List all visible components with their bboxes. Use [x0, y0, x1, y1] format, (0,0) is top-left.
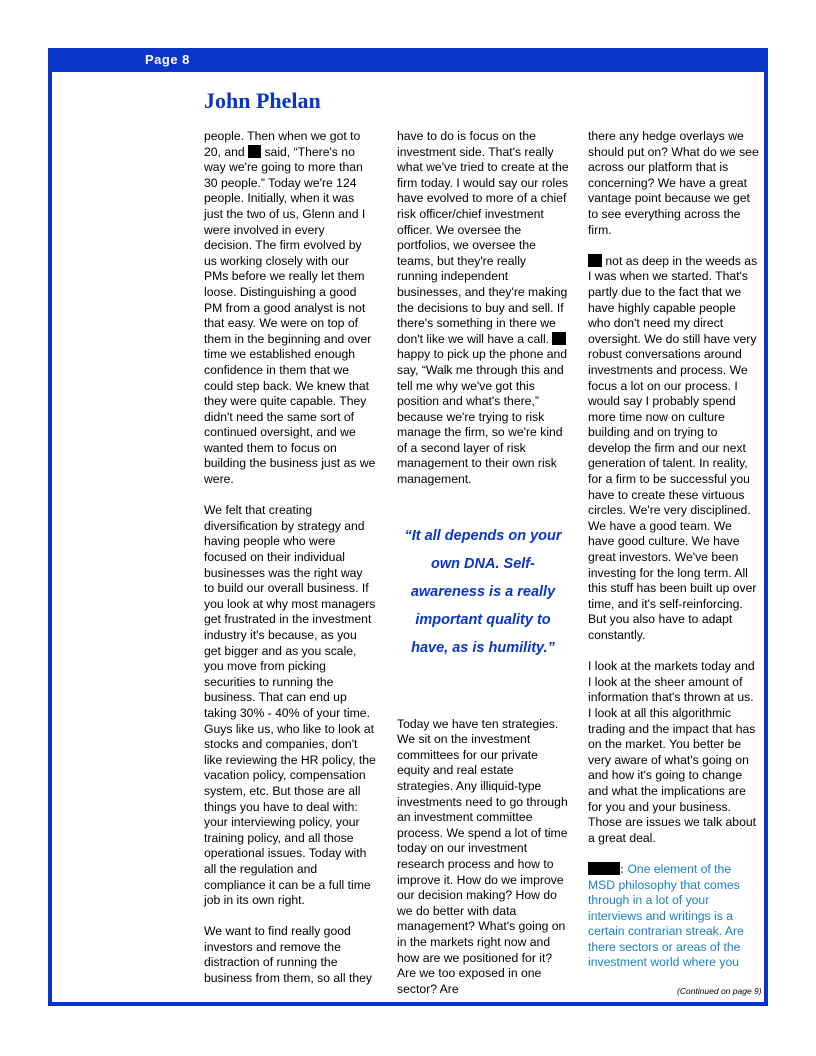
paragraph: have to do is focus on the investment side. That's really what we've tried to create at the firm today. I would say our roles have evolved to more of a chief risk officer/chief investment officer. We oversee the portfolios, we oversee the teams, but they're really running independent businesses, and they're making the decisions to buy and sell. If there's something in there we don't like we will have a call. happy to pick up the phone and say, “Walk me through this and tell me why we've got this position and what's there,” because we're trying to risk manage the firm, so we're kind of a second layer of risk management to their own risk management.	[397, 129, 569, 487]
continued-note: (Continued on page 9)	[677, 986, 762, 996]
page-number: Page 8	[145, 52, 190, 67]
column-2	[397, 129, 569, 1013]
paragraph: We want to find really good investors and remove the distraction of running the business from them, so all they	[204, 924, 372, 986]
redaction-block	[552, 332, 566, 345]
paragraph: Today we have ten strategies. We sit on the investment committees for our private equity and real estate strategies. Any illiquid-type investments need to go through an investment committee process. We spend a lot of time today on our investment research process and how to improve it. How do we improve our decision making? How do we do better with data management? What's going on in the markets right now and how are we positioned for it? Are we too exposed in one sector? Are	[397, 716, 568, 996]
paragraph: there any hedge overlays we should put on? What do we see across our platform that is concerning? We have a great vantage point because we get to see everything across the firm.	[588, 129, 759, 237]
column-3	[588, 129, 760, 987]
redaction-block	[588, 862, 620, 875]
redaction-block	[248, 145, 261, 158]
paragraph: people. Then when we got to 20, and said, “There's no way we're going to more than 30 people.” Today we're 124 people. Initially, when it was just the two of us, Glenn and I were involved in every decision. The firm evolved by us working closely with our PMs before we really let them loose. Distinguishing a good PM from a good analyst is not that easy. We were on top of them in the beginning and over time we established enough confidence in them that we could step back. We knew that they were quite capable. They didn't need the same sort of continued oversight, and we wanted them to focus on building the business just as we were.	[204, 129, 376, 487]
article-title: John Phelan	[204, 88, 321, 113]
redaction-block	[588, 254, 602, 267]
column-1	[204, 129, 376, 1002]
interviewer-question: : One element of the MSD philosophy that comes through in a lot of your interviews and writings is a certain contrarian streak. Are there sectors or areas of the investment world where you	[588, 861, 744, 970]
paragraph: We felt that creating diversification by strategy and having people who were focused on their individual businesses was the right way to build our overall business. If you look at why most managers get frustrated in the investment industry it's because, as you get bigger and as you scale, you move from picking securities to running the business. That can end up taking 30% - 40% of your time. Guys like us, who like to look at stocks and companies, don't like reviewing the HR policy, the vacation policy, compensation system, etc. But those are all things you have to deal with: your interviewing policy, your training policy, and all those operational issues. Today with all the regulation and compliance it can be a full time job in its own right.	[204, 503, 376, 908]
paragraph: not as deep in the weeds as I was when we started. That's partly due to the fact that we have highly capable people who don't need my direct oversight. We do still have very robust conversations around investments and process. We focus a lot on our process. I would say I probably spend more time now on culture building and on trying to develop the firm and our next generation of talent. In reality, for a firm to be successful you have to create these virtuous circles. We're very disciplined. We have a good team. We have good culture. We have great investors. We've been investing for the long term. All this stuff has been built up over time, and it's self-reinforcing. But you also have to adapt constantly.	[588, 253, 758, 642]
paragraph: I look at the markets today and I look at the sheer amount of information that's thrown at us. I look at all this algorithmic trading and the impact that has on the market. You better be very aware of what's going on and how it's going to change and what the implications are for you and your business. Those are issues we talk about a great deal.	[588, 659, 757, 845]
pull-quote: “It all depends on your own DNA. Self-awareness is a really important quality to have, as is humility.”	[404, 527, 562, 656]
